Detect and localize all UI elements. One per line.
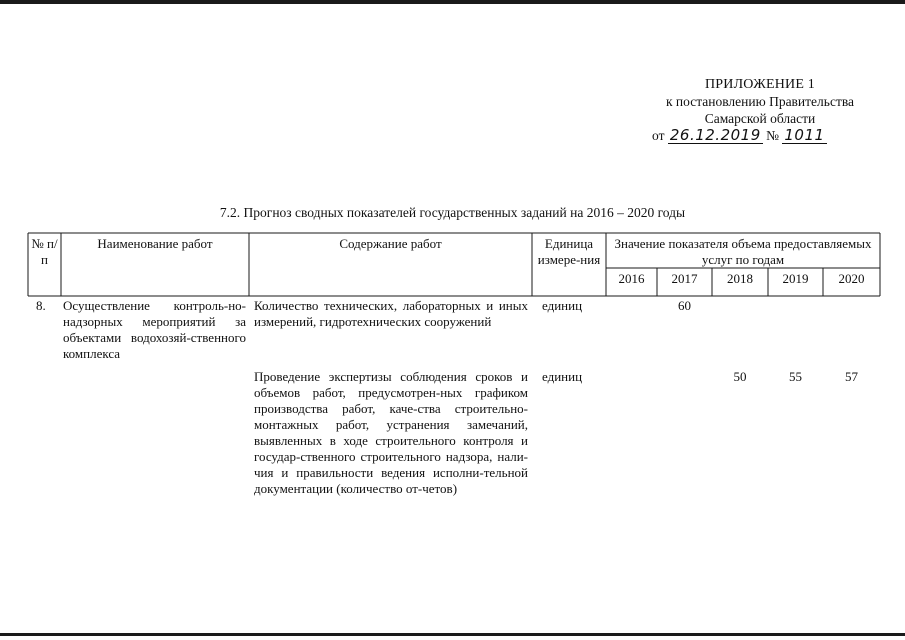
item-value-2018: 50 (733, 369, 747, 384)
item-content: Количество технических, лабораторных и иных измерений, гидротехнических сооружений (254, 298, 528, 329)
handwritten-date: 26.12.2019 (669, 126, 761, 144)
header-year-2017: 2017 (671, 271, 698, 286)
appendix-header (652, 76, 860, 144)
item-content: Проведение экспертизы соблюдения сроков и объемов работ, предусмотрен-ных графиком производства работ, каче-ства строительно-монтажных работ, устранения замечаний, выявленных в ходе строительного контроля и государ-ственного строительного надзора, нали-чия и правильности ведения исполни-тельной документации (количество от-четов) (254, 369, 528, 496)
item-value-2019: 55 (789, 369, 802, 384)
appendix-region-line: Самарской области (704, 111, 816, 126)
header-year-2019: 2019 (782, 271, 809, 286)
header-value-group: Значение показателя объема предоставляемых услуг по годам (614, 236, 872, 267)
date-prefix: от (652, 128, 665, 143)
appendix-title: ПРИЛОЖЕНИЕ 1 (704, 77, 816, 92)
header-unit: Единица измере-ния (537, 236, 601, 267)
number-prefix: № (766, 128, 780, 143)
appendix-decree-line: к постановлению Правительства (665, 94, 855, 109)
scan-edge-top (0, 0, 905, 4)
item-unit: единиц (542, 298, 583, 313)
item-value-2020: 57 (845, 369, 858, 384)
header-year-2016: 2016 (618, 271, 645, 286)
item-value-2017: 60 (678, 298, 691, 313)
header-number: № п/п (31, 236, 58, 267)
header-work-content: Содержание работ (339, 236, 442, 251)
handwritten-number: 1011 (784, 126, 825, 144)
header-work-name: Наименование работ (97, 236, 213, 251)
header-year-2020: 2020 (838, 271, 865, 286)
appendix-date-number-line (652, 127, 860, 144)
row-number: 8. (36, 298, 46, 313)
scan-edge-bottom (0, 633, 905, 636)
item-unit: единиц (542, 369, 583, 384)
section-title: 7.2. Прогноз сводных показателей государственных заданий на 2016 – 2020 годы (219, 205, 686, 220)
row-work-name: Осуществление контроль-но-надзорных мероприятий за объектами водохозяй-ственного комплекса (63, 298, 246, 361)
header-year-2018: 2018 (727, 271, 753, 286)
